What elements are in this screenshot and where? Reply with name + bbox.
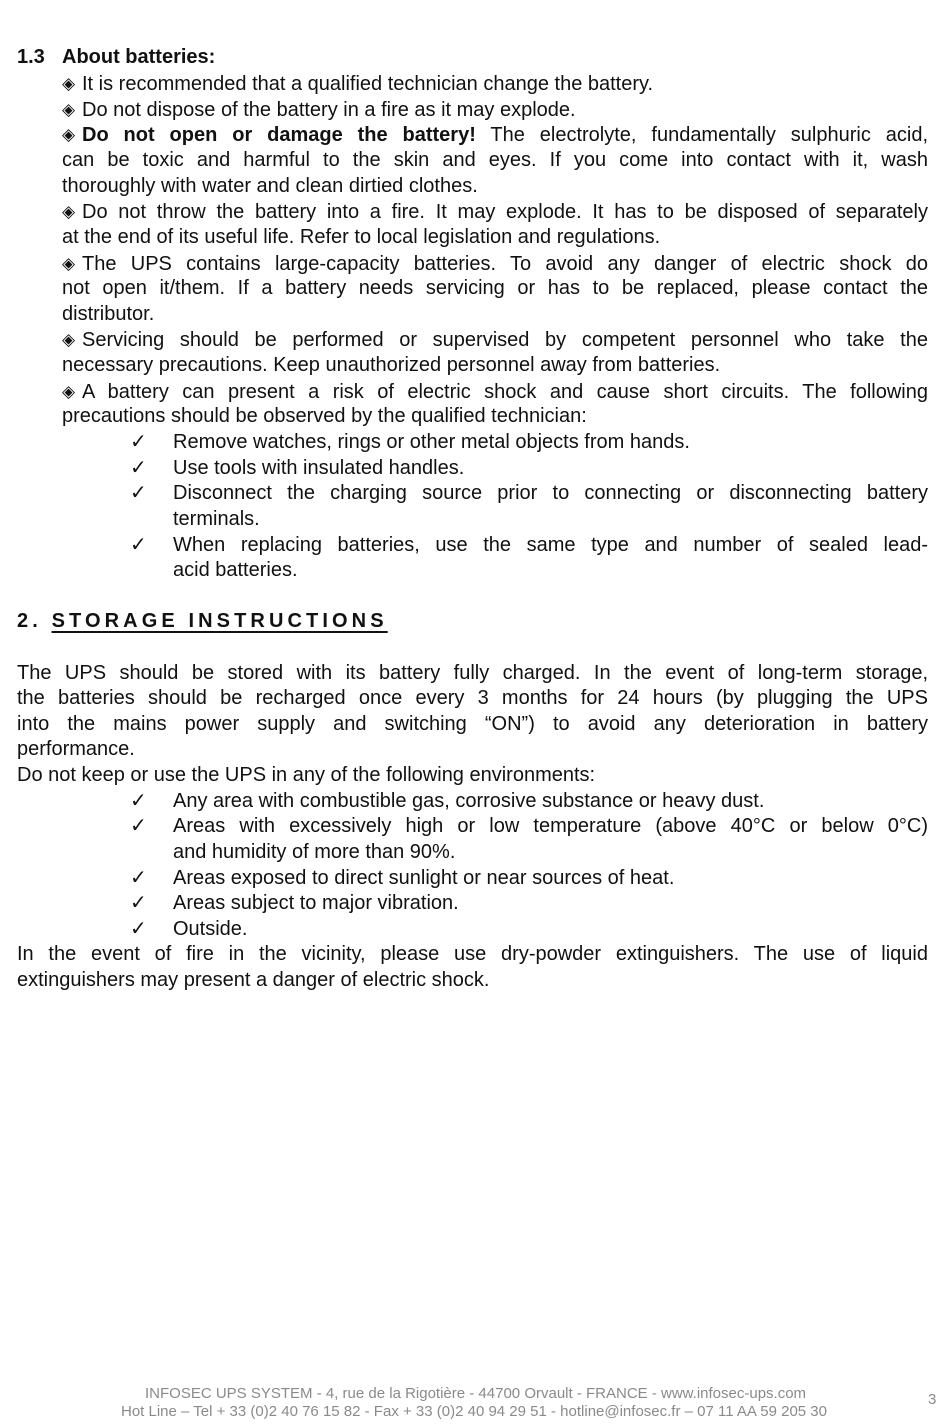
bullet-text: The electrolyte, fundamentally sulphuric acid, (475, 124, 928, 146)
checkmark-icon: ✓ (130, 790, 147, 812)
bullet-item (62, 199, 928, 225)
check-item-text: Any area with combustible gas, corrosive substance or heavy dust. (173, 790, 765, 812)
check-item-text: Disconnect the charging source prior to connecting or disconnecting battery (173, 482, 928, 504)
bullet-continuation: not open it/them. If a battery needs servicing or has to be replaced, please contact the (62, 277, 928, 299)
diamond-bullet-icon: ◈ (62, 254, 76, 273)
page-number: 3 (928, 1391, 937, 1408)
check-item-text: Remove watches, rings or other metal objects from hands. (173, 431, 690, 453)
checkmark-icon: ✓ (130, 815, 147, 837)
paragraph-line: the batteries should be recharged once every 3 months for 24 hours (by plugging the UPS (17, 687, 928, 709)
section-number: 2. (17, 610, 42, 632)
bullet-item (62, 71, 653, 97)
environments-intro: Do not keep or use the UPS in any of the following environments: (17, 764, 596, 786)
bullet-continuation: thoroughly with water and clean dirtied clothes. (62, 175, 478, 197)
checkmark-icon: ✓ (130, 892, 147, 914)
checkmark-icon: ✓ (130, 457, 147, 479)
paragraph-line: performance. (17, 738, 135, 760)
bullet-continuation: can be toxic and harmful to the skin and eyes. If you come into contact with it, wash (62, 149, 928, 171)
checkmark-icon: ✓ (130, 918, 147, 940)
diamond-bullet-icon: ◈ (62, 202, 76, 221)
check-item-text: Use tools with insulated handles. (173, 457, 465, 479)
bullet-item (62, 379, 928, 405)
diamond-bullet-icon: ◈ (62, 125, 76, 144)
bullet-continuation: distributor. (62, 303, 155, 325)
footer-contact: Hot Line – Tel + 33 (0)2 40 76 15 82 - Fax + 33 (0)2 40 94 29 51 - hotline@infosec.fr – 07 11 AA 59 205 30 (121, 1403, 827, 1420)
footer-address: INFOSEC UPS SYSTEM - 4, rue de la Rigotière - 44700 Orvault - FRANCE - www.infosec-ups.com (145, 1385, 807, 1402)
paragraph-line: extinguishers may present a danger of electric shock. (17, 969, 490, 991)
paragraph-line: In the event of fire in the vicinity, please use dry-powder extinguishers. The use of liquid (17, 943, 928, 965)
bullet-item (62, 97, 576, 123)
bullet-continuation: precautions should be observed by the qualified technician: (62, 405, 587, 427)
check-item-text: Areas subject to major vibration. (173, 892, 459, 914)
bullet-continuation: necessary precautions. Keep unauthorized personnel away from batteries. (62, 354, 721, 376)
paragraph-line: The UPS should be stored with its battery fully charged. In the event of long-term storage, (17, 662, 928, 684)
bullet-text: Servicing should be performed or supervised by competent personnel who take the (82, 329, 928, 351)
bullet-text: Do not throw the battery into a fire. It may explode. It has to be disposed of separately (82, 201, 928, 223)
section-title: About batteries: (62, 46, 216, 68)
paragraph-line: into the mains power supply and switching “ON”) to avoid any deterioration in battery (17, 713, 928, 735)
check-item-text: terminals. (173, 508, 260, 530)
bullet-text: It is recommended that a qualified technician change the battery. (82, 73, 654, 95)
bullet-bold-lead: Do not open or damage the battery! (82, 124, 476, 146)
bullet-item (62, 122, 928, 148)
bullet-text: The UPS contains large-capacity batteries. To avoid any danger of electric shock do (82, 253, 928, 275)
section-number: 1.3 (17, 46, 45, 68)
checkmark-icon: ✓ (130, 431, 147, 453)
check-item-text: Outside. (173, 918, 248, 940)
bullet-item (62, 251, 928, 277)
checkmark-icon: ✓ (130, 534, 147, 556)
checkmark-icon: ✓ (130, 867, 147, 889)
diamond-bullet-icon: ◈ (62, 100, 76, 119)
check-item-text: Areas exposed to direct sunlight or near sources of heat. (173, 867, 675, 889)
check-item-text: When replacing batteries, use the same type and number of sealed lead- (173, 534, 928, 556)
diamond-bullet-icon: ◈ (62, 382, 76, 401)
diamond-bullet-icon: ◈ (62, 74, 76, 93)
checkmark-icon: ✓ (130, 482, 147, 504)
bullet-text: Do not dispose of the battery in a fire as it may explode. (82, 99, 576, 121)
bullet-item (62, 327, 928, 353)
check-item-text: Areas with excessively high or low temperature (above 40°C or below 0°C) (173, 815, 928, 837)
check-item-text: acid batteries. (173, 559, 298, 581)
bullet-text: A battery can present a risk of electric shock and cause short circuits. The following (82, 381, 928, 403)
diamond-bullet-icon: ◈ (62, 330, 76, 349)
bullet-continuation: at the end of its useful life. Refer to local legislation and regulations. (62, 226, 661, 248)
check-item-text: and humidity of more than 90%. (173, 841, 456, 863)
section-title: STORAGE INSTRUCTIONS (51, 610, 388, 632)
section-heading (17, 609, 388, 635)
